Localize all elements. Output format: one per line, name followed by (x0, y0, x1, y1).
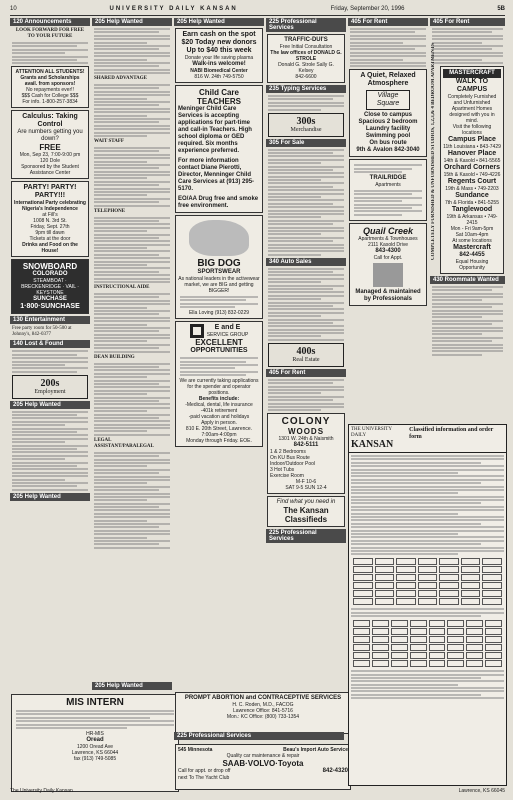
e-and-e-days: Monday through Friday. EOE. (186, 438, 252, 445)
traffic-firm: The law offices of DONALD G. STROLE (270, 50, 342, 62)
party-date: Friday, Sept. 27th (30, 224, 70, 231)
classified-order-form (348, 424, 507, 786)
merchandise-banner (268, 113, 344, 137)
village-logo-text: Village (377, 92, 399, 100)
mastercraft-logo: MASTERCRAFT (443, 69, 501, 78)
quail-phone: 843-4300 (375, 247, 401, 254)
e-and-e-benefit: -401k retirement (200, 408, 238, 415)
section-header-typing: 235 Typing Services (266, 85, 346, 93)
mis-company: Oread (86, 736, 104, 743)
scholarship-phone: For info. 1-800-257-3834 (22, 99, 78, 106)
plasma-line: Earn cash on the spot (182, 31, 256, 38)
calculus-sponsor: Sponsored by the Student Assistance Center (21, 164, 79, 177)
e-and-e-body: We are currently taking applications for the spender and operator positions. (179, 378, 259, 397)
udk-sub: THE UNIVERSITY DAILY (351, 427, 392, 438)
plasma-donor-ad (175, 28, 263, 83)
section-header-entertainment: 130 Entertainment (10, 316, 90, 324)
mastercraft-hours-note: At some locations (452, 237, 492, 244)
child-care-ad (175, 85, 263, 213)
colony-name-2: WOODS (287, 427, 325, 437)
big-dog-contact: Ella Loving (913) 832-0229 (188, 310, 250, 317)
merchandise-label: Merchandise (290, 126, 322, 133)
paper-name: UNIVERSITY DAILY KANSAN (109, 6, 238, 12)
e-and-e-benefit: -Medical, dental, life insurance (185, 402, 253, 409)
colony-phone: 842-5111 (293, 442, 319, 449)
mastercraft-location-info: 19th & Arkansas • 749-2415 (446, 213, 498, 226)
village-headline-2: Atmosphere (367, 80, 409, 88)
section-header-for-sale: 305 For Sale (266, 139, 346, 147)
mastercraft-visit: Visit the following locations (452, 123, 492, 136)
village-feature: Swimming pool (365, 133, 411, 140)
village-feature: On bus route (369, 140, 407, 147)
snowboard-region: COLORADO (32, 271, 68, 278)
footer-left: The University Daily Kansan (10, 788, 73, 794)
e-and-e-ad (175, 321, 263, 447)
job-heading: DEAN BUILDING (94, 354, 135, 360)
saab-location: next To The Yacht Club (178, 775, 230, 781)
quail-managed: Managed & maintained by Professionals (355, 288, 421, 302)
prompt-phone-2: Mon.: KC Office: (800) 733-1354 (226, 714, 300, 720)
scholarship-line: No repayments ever!! (26, 87, 74, 94)
mastercraft-location-info: 14th & Kasold • 841-5565 (443, 157, 501, 164)
mis-intern-ad (11, 694, 179, 792)
quail-creek-ad (349, 223, 427, 306)
e-and-e-address: 810 E. 20th Street, Lawrence. (185, 426, 253, 433)
section-header-help-wanted-bottom: 205 Help Wanted (10, 493, 90, 501)
page-number-left: 10 (10, 6, 17, 12)
big-dog-body: As national leaders in the activewear market, we are BIG and getting BIGGER! (178, 276, 260, 294)
village-logo-text-2: Square (376, 100, 400, 108)
colony-hours: M-F 10-6 (295, 479, 317, 486)
real-estate-banner (268, 343, 344, 367)
ad-copy-grid[interactable] (351, 620, 504, 667)
quail-illustration-icon (373, 263, 403, 287)
colony-woods-ad (267, 413, 345, 494)
mastercraft-hours: Mon - Fri 9am-5pm (450, 225, 494, 232)
mis-city: Lawrence, KS 66044 (71, 749, 119, 756)
merchandise-number: 300s (296, 115, 316, 127)
colony-hours-weekend: SAT 9-5 SUN 12-4 (285, 485, 327, 492)
village-square-ad (349, 69, 427, 157)
party-subtitle: International Party celebrating Nigeria's Independence (14, 200, 86, 213)
employment-section-banner (12, 375, 88, 399)
village-address: 9th & Avalon 842-3040 (356, 147, 420, 154)
scholarship-line: $$$ Cash for College $$$ (21, 93, 79, 100)
job-heading: WAIT STAFF (94, 138, 124, 144)
prompt-title: PROMPT ABORTION and CONTRACEPTIVE SERVICES (184, 695, 342, 701)
big-dog-ad (175, 215, 263, 319)
employment-number: 200s (40, 377, 60, 389)
e-and-e-headline: EXCELLENT (195, 338, 243, 348)
quail-name: Quail Creek (362, 225, 414, 236)
calculus-ad (11, 110, 89, 179)
promo-line: Find what you need in (276, 499, 336, 506)
colony-address: 1301 W. 24th & Naismith (278, 436, 334, 443)
snowboard-resorts: STEAMBOAT · BRECKENRIDGE · VAIL · KEYSTONE (21, 278, 79, 297)
mastercraft-location: Sundance (455, 191, 489, 199)
entertainment-ad: Free party room for 50-500 at Johnny's, 842-0377 (12, 326, 72, 338)
colony-feature: Exercise Room (270, 473, 304, 480)
colony-name: COLONY (281, 416, 331, 428)
saab-volvo-ad (175, 744, 351, 790)
party-tickets: Tickets at the door (29, 236, 71, 243)
child-care-title: Child Care TEACHERS (196, 88, 241, 106)
column-6 (430, 18, 505, 422)
mastercraft-phone: 842-4455 (459, 251, 485, 258)
section-header-auto-sales: 340 Auto Sales (266, 258, 346, 266)
mastercraft-location: Hanover Place (447, 149, 497, 157)
udk-name: KANSAN (351, 439, 394, 450)
issue-date: Friday, September 20, 1996 (330, 6, 405, 12)
trailridge-sub: Apartments (375, 182, 401, 189)
plasma-line: $20 Today new donors (181, 39, 257, 46)
colony-feature: Indoor/Outdoor Pool (270, 461, 316, 468)
big-dog-subtitle: SPORTSWEAR (197, 269, 241, 275)
mastercraft-hours-sat: Sat 10am-4pm (455, 231, 489, 238)
section-header-professional-services-3: 225 Professional Services (174, 732, 344, 740)
mastercraft-eho: Equal Housing Opportunity (455, 258, 489, 271)
section-header-professional-services: 225 Professional Services (266, 18, 346, 32)
quail-address: 2111 Kasold Drive (367, 241, 409, 248)
trailridge-ad (349, 159, 427, 221)
traffic-title: TRAFFIC-DUI'S (284, 37, 328, 43)
prompt-doctor: H. C. Roden, M.D., FACOG (232, 702, 294, 708)
trailridge-name: TRAILRIDGE (369, 175, 407, 182)
calculus-subtitle: Are numbers getting you down? (17, 129, 83, 143)
section-header-lost-found: 140 Lost & Found (10, 340, 90, 348)
saab-phone: 842-4320 (322, 768, 348, 774)
saab-note: Call for appt. or drop off (178, 768, 231, 774)
plasma-line: Up to $40 this week (186, 47, 252, 54)
section-header-for-rent: 405 For Rent (266, 369, 346, 377)
e-and-e-name: E and E (214, 324, 241, 332)
e-and-e-hours: 7:00am-4:00pm (201, 432, 237, 439)
mastercraft-sub-2: Apartment Homes designed with you in mind. (449, 105, 495, 124)
saab-business: Beau's Import Auto Service (283, 747, 348, 753)
party-time: 9pm till dawn (35, 230, 65, 237)
e-and-e-headline-2: OPPORTUNITIES (190, 347, 248, 355)
child-care-body: Meninger Child Care Services is accepting applications for part-time and call-in Teachers. High school diploma or GED required. Six months experience preferred. (178, 106, 252, 154)
mis-intern-title: MIS INTERN (66, 697, 124, 708)
party-title: PARTY! PARTY! PARTY!!! (23, 184, 77, 200)
column-1 (10, 18, 90, 788)
e-and-e-group: SERVICE GROUP (206, 332, 249, 339)
e-and-e-logo (178, 324, 260, 338)
saab-brands: SAAB·VOLVO·Toyota (222, 759, 304, 768)
mastercraft-name: Mastercraft (453, 243, 491, 251)
snowboard-phone: 1·800·SUNCHASE (20, 303, 80, 311)
column-2 (92, 18, 172, 690)
mastercraft-location: Regents Court (447, 177, 497, 185)
mastercraft-location-info: 19th & Mass • 749-2203 (445, 185, 499, 192)
section-header-for-rent: 405 For Rent (348, 18, 428, 26)
promo-title: The Kansan (283, 506, 329, 516)
mis-contact-dept: HR-MIS (86, 730, 104, 737)
quail-sub: Apartments & Townhouses (358, 235, 418, 242)
colony-feature: 1 & 2 Bedrooms (270, 449, 306, 456)
section-header-roommate: 430 Roommate Wanted (430, 276, 505, 284)
village-feature: Close to campus (363, 112, 412, 119)
traffic-sub: Free Initial Consultation (279, 44, 333, 50)
prompt-phone: Lawrence Office: 841-5716 (233, 708, 293, 714)
calculus-room: 120 Dole (39, 158, 60, 165)
child-care-eoe: EO/AA Drug free and smoke free environment. (178, 196, 259, 209)
big-dog-title: BIG DOG (197, 258, 241, 269)
mastercraft-location: Campus Place (448, 135, 496, 143)
column-3 (174, 18, 264, 698)
quail-appt: Call for Appt. (373, 254, 403, 261)
section-header-help-wanted: 205 Help Wanted (10, 401, 90, 409)
mastercraft-sub: Completely Furnished and Unfurnished (447, 93, 497, 106)
scholarship-ad (11, 66, 89, 108)
footer-right: Lawrence, KS 66045 (458, 788, 505, 794)
traffic-dui-ad (267, 34, 345, 83)
village-logo (366, 90, 410, 110)
party-ad (11, 181, 89, 257)
section-header-help-wanted: 205 Help Wanted (92, 18, 172, 26)
plasma-address: 816 W. 24th 749-5750 (194, 74, 244, 80)
traffic-lawyers: Donald G. Strole Sally G. Kelsey (278, 62, 334, 74)
saab-address: 545 Minnesota (178, 747, 213, 753)
calculus-title: Calculus: Taking Control (22, 113, 78, 129)
plasma-center: NABI Biomedical Center (190, 68, 248, 74)
job-heading: LEGAL ASSISTANT/PARALEGAL (94, 437, 154, 449)
section-header-help-wanted: 205 Help Wanted (174, 18, 264, 26)
e-and-e-benefit: -paid vacation and holidays (188, 414, 250, 421)
promo-title-2: Classifieds (284, 515, 328, 525)
dog-illustration-icon (189, 220, 249, 256)
mastercraft-location-info: 15th & Kasold • 749-4226 (443, 171, 501, 178)
colony-feature: On KU Bus Route (270, 455, 310, 462)
traffic-phone: 842-6600 (295, 74, 317, 80)
village-headline: A Quiet, Relaxed (360, 72, 416, 80)
mastercraft-headline: WALK TO CAMPUS (455, 77, 489, 93)
mis-fax: fax (913) 749-5085 (73, 755, 117, 762)
mastercraft-vertical-text: COMPLETELY FURNISHED & UNFURNISHED STUDIOS, 1,2,3,& 4 BEDROOM APARTMENTS (431, 43, 436, 260)
real-estate-label: Real Estate (292, 356, 320, 363)
party-address: 1008 N. 3rd St. (33, 218, 67, 225)
scholarship-headline: ATTENTION ALL STUDENTS! Grants and Scholarships avail. from sponsors! (15, 69, 85, 88)
masthead (10, 3, 505, 16)
job-heading: INSTRUCTIONAL AIDE (94, 285, 150, 290)
rate-table (351, 558, 504, 605)
saab-tagline: Quality car maintenance & repair (226, 753, 300, 759)
mis-address: 1200 Oread Ave (76, 743, 114, 750)
mastercraft-ad (440, 66, 504, 274)
colony-feature: 3 Hot Tubs (270, 467, 295, 474)
page-number-right: 5B (497, 6, 505, 12)
e-and-e-apply: Apply in person. (201, 420, 237, 427)
e-and-e-logo-icon (190, 324, 204, 338)
village-feature: Laundry facility (365, 126, 411, 133)
job-heading: SHARED ADVANTAGE (94, 76, 148, 82)
job-heading: TELEPHONE (94, 208, 126, 214)
snowboard-title: SNOWBOARD (22, 262, 78, 272)
mastercraft-location: Orchard Corners (443, 163, 501, 171)
section-header-professional-services-2: 225 Professional Services (266, 529, 346, 543)
ad-headline: LOOK FORWARD FOR FREE TO YOUR FUTURE (15, 28, 85, 39)
party-venue: at Fill's (42, 212, 58, 219)
snowboard-company: SUNCHASE (33, 296, 67, 303)
section-header-for-rent: 405 For Rent (430, 18, 505, 26)
mastercraft-location: Tanglewood (451, 205, 493, 213)
kansan-classifieds-promo (267, 496, 345, 527)
child-care-contact: For more information contact Diane Pierotti, Director, Menninger Child Care Services at (913) 295-5170. (178, 158, 255, 192)
mastercraft-location-info: 11th Louisiana • 843-7429 (443, 143, 501, 150)
plasma-line: Donate your life saving plasma (184, 55, 254, 61)
village-feature: Spacious 2 bedroom (358, 119, 418, 126)
calculus-free: FREE (39, 143, 61, 153)
prompt-abortion-ad (175, 692, 351, 734)
calculus-date: Mon, Sep 23, 7:00-9:00 pm (19, 152, 81, 159)
section-header-help-wanted-bottom: 205 Help Wanted (92, 682, 172, 690)
udk-form-title: Classified information and order form (409, 427, 494, 440)
column-4 (266, 18, 346, 788)
e-and-e-benefits: Benefits include: (198, 396, 240, 403)
mastercraft-location-info: 7th & Florida • 841-5255 (444, 199, 499, 206)
plasma-walkins: Walk-ins welcome! (192, 61, 246, 67)
snowboard-ad (11, 259, 89, 314)
real-estate-number: 400s (296, 345, 316, 357)
page-footer (10, 788, 505, 798)
employment-label: Employment (34, 388, 66, 395)
party-drinks: Drinks and Food on the House! (22, 242, 78, 255)
section-header-announcements: 120 Announcements (10, 18, 90, 26)
